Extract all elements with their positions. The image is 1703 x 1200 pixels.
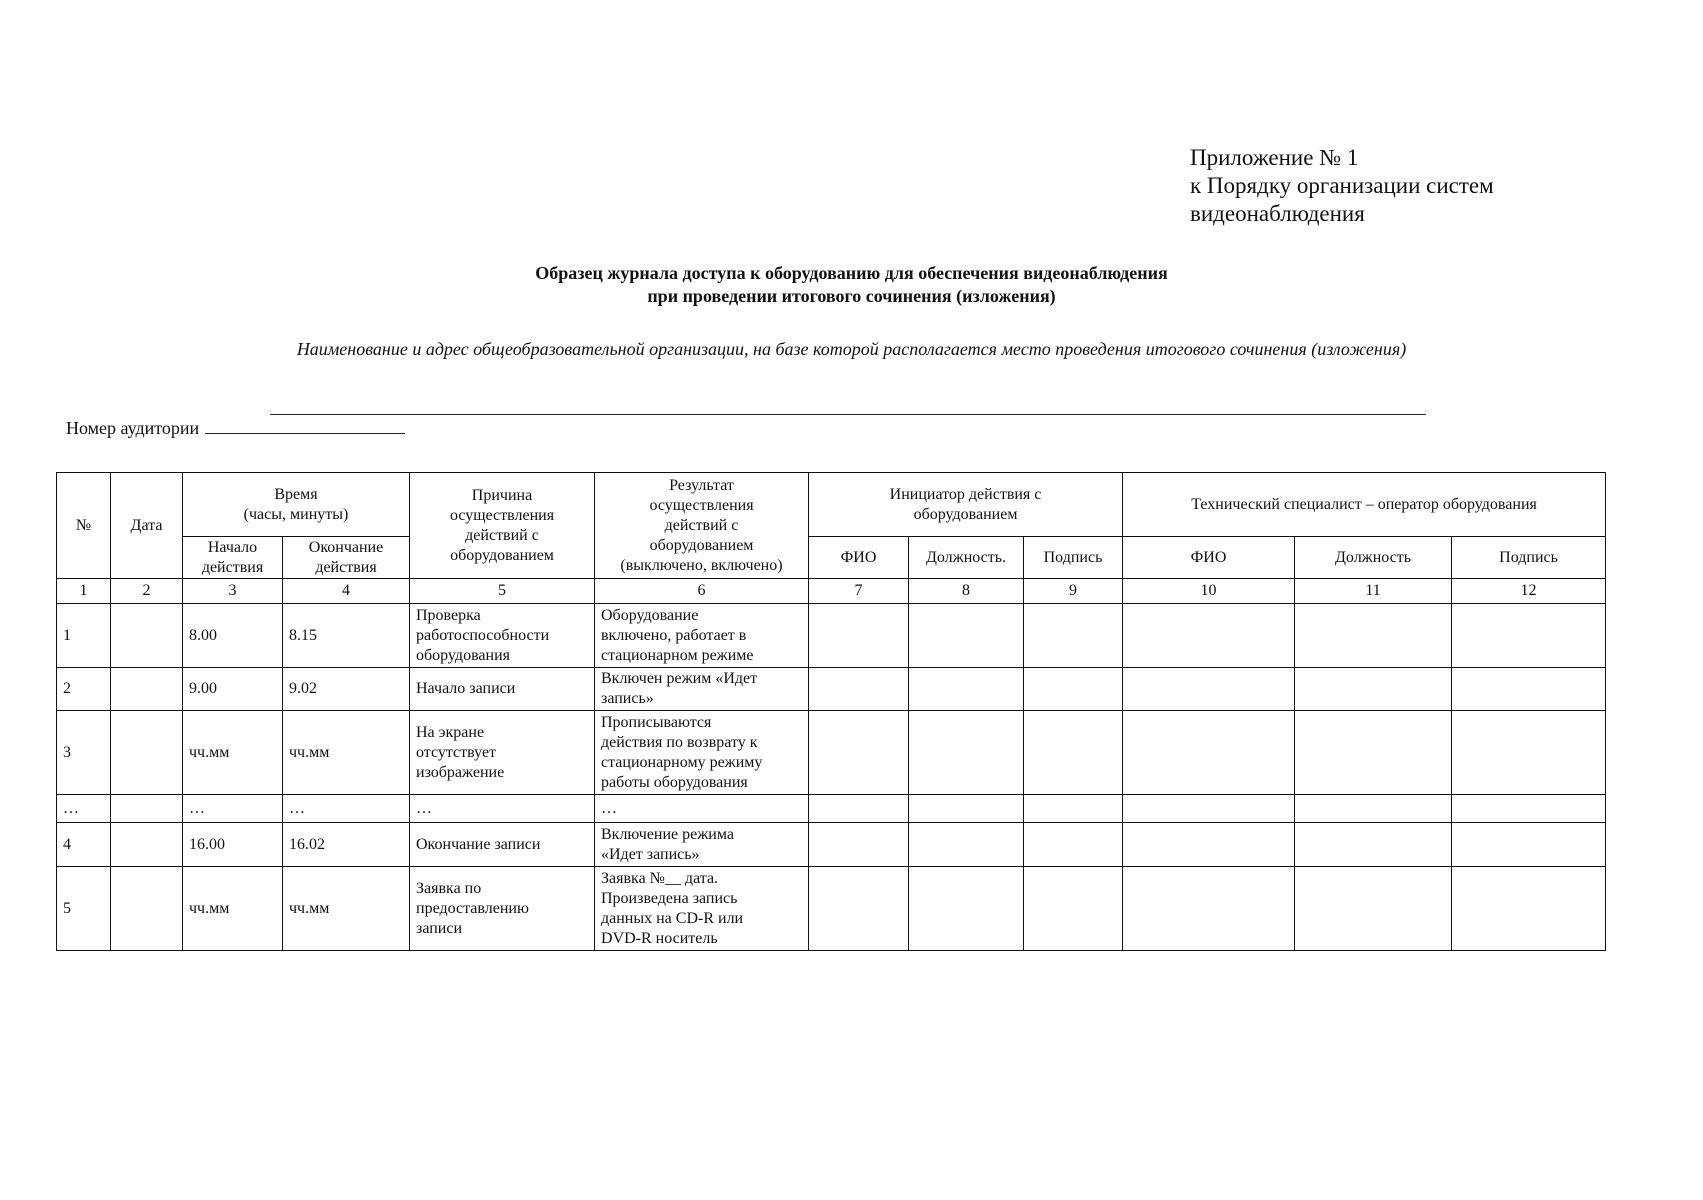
header-initiator-fio: ФИО — [809, 537, 909, 579]
tech-fio-cell — [1123, 795, 1295, 823]
tech-position-cell — [1295, 604, 1452, 668]
reason-cell: Начало записи — [410, 668, 595, 711]
row-number-cell: 4 — [57, 823, 111, 867]
row-number-cell: 1 — [57, 604, 111, 668]
initiator-position-cell — [909, 668, 1024, 711]
tech-signature-cell — [1452, 867, 1606, 951]
table-row — [57, 867, 1606, 951]
tech-signature-cell — [1452, 795, 1606, 823]
tech-signature-cell — [1452, 604, 1606, 668]
header-tech-signature: Подпись — [1452, 537, 1606, 579]
initiator-fio-cell — [809, 668, 909, 711]
room-number-label: Номер аудитории — [66, 418, 200, 438]
organization-caption: Наименование и адрес общеобразовательной организации, на базе которой располагается место проведения итогового сочинения (изложения) — [296, 339, 1407, 359]
header-row — [57, 473, 1606, 537]
row-number-cell: 3 — [57, 711, 111, 795]
date-cell — [111, 867, 183, 951]
column-number: 5 — [410, 579, 595, 604]
appendix-block — [1190, 144, 1494, 228]
column-number: 3 — [183, 579, 283, 604]
time-end-cell: … — [283, 795, 410, 823]
row-number-cell: … — [57, 795, 111, 823]
result-cell: … — [595, 795, 809, 823]
title-line: при проведении итогового сочинения (изложения) — [647, 286, 1056, 306]
reason-cell: … — [410, 795, 595, 823]
date-cell — [111, 711, 183, 795]
initiator-signature-cell — [1024, 668, 1123, 711]
appendix-line: видеонаблюдения — [1190, 201, 1365, 226]
date-cell — [111, 823, 183, 867]
initiator-fio-cell — [809, 795, 909, 823]
header-result: Результат осуществления действий с оборудованием (выключено, включено) — [595, 473, 809, 579]
initiator-position-cell — [909, 711, 1024, 795]
column-number: 4 — [283, 579, 410, 604]
row-number-cell: 5 — [57, 867, 111, 951]
tech-fio-cell — [1123, 823, 1295, 867]
time-end-cell: чч.мм — [283, 867, 410, 951]
initiator-fio-cell — [809, 867, 909, 951]
tech-position-cell — [1295, 795, 1452, 823]
header-time: Время (часы, минуты) — [183, 473, 410, 537]
column-number: 7 — [809, 579, 909, 604]
date-cell — [111, 604, 183, 668]
table-row — [57, 604, 1606, 668]
initiator-position-cell — [909, 867, 1024, 951]
time-end-cell: чч.мм — [283, 711, 410, 795]
time-start-cell: чч.мм — [183, 711, 283, 795]
result-cell: Прописываются действия по возврату к стационарному режиму работы оборудования — [595, 711, 809, 795]
column-number: 12 — [1452, 579, 1606, 604]
appendix-line: к Порядку организации систем — [1190, 173, 1494, 198]
header-reason: Причина осуществления действий с оборудованием — [410, 473, 595, 579]
document-title — [0, 262, 1703, 308]
tech-signature-cell — [1452, 711, 1606, 795]
room-number-field — [66, 417, 405, 439]
reason-cell: На экране отсутствует изображение — [410, 711, 595, 795]
table-row — [57, 668, 1606, 711]
initiator-position-cell — [909, 823, 1024, 867]
initiator-signature-cell — [1024, 823, 1123, 867]
reason-cell: Проверка работоспособности оборудования — [410, 604, 595, 668]
header-tech-position: Должность — [1295, 537, 1452, 579]
initiator-signature-cell — [1024, 711, 1123, 795]
column-number: 11 — [1295, 579, 1452, 604]
result-cell: Заявка №__ дата. Произведена запись данных на CD-R или DVD-R носитель — [595, 867, 809, 951]
time-start-cell: чч.мм — [183, 867, 283, 951]
tech-position-cell — [1295, 823, 1452, 867]
access-journal-table — [56, 472, 1606, 951]
header-tech-specialist: Технический специалист – оператор оборудования — [1123, 473, 1606, 537]
initiator-position-cell — [909, 795, 1024, 823]
initiator-signature-cell — [1024, 604, 1123, 668]
reason-cell: Окончание записи — [410, 823, 595, 867]
time-end-cell: 9.02 — [283, 668, 410, 711]
result-cell: Включение режима «Идет запись» — [595, 823, 809, 867]
initiator-signature-cell — [1024, 867, 1123, 951]
tech-signature-cell — [1452, 823, 1606, 867]
header-time-end: Окончание действия — [283, 537, 410, 579]
title-line: Образец журнала доступа к оборудованию для обеспечения видеонаблюдения — [535, 263, 1168, 283]
time-end-cell: 16.02 — [283, 823, 410, 867]
header-initiator: Инициатор действия с оборудованием — [809, 473, 1123, 537]
tech-position-cell — [1295, 711, 1452, 795]
result-cell: Включен режим «Идет запись» — [595, 668, 809, 711]
initiator-position-cell — [909, 604, 1024, 668]
column-number: 10 — [1123, 579, 1295, 604]
appendix-line: Приложение № 1 — [1190, 145, 1359, 170]
column-number: 1 — [57, 579, 111, 604]
subheader-row — [57, 537, 1606, 579]
organization-blank-line — [270, 414, 1426, 415]
time-start-cell: 9.00 — [183, 668, 283, 711]
tech-fio-cell — [1123, 604, 1295, 668]
room-number-blank — [205, 417, 405, 434]
tech-fio-cell — [1123, 711, 1295, 795]
result-cell: Оборудование включено, работает в стационарном режиме — [595, 604, 809, 668]
column-number: 8 — [909, 579, 1024, 604]
table-row — [57, 795, 1606, 823]
tech-signature-cell — [1452, 668, 1606, 711]
table-row — [57, 823, 1606, 867]
column-number-row — [57, 579, 1606, 604]
initiator-fio-cell — [809, 823, 909, 867]
table-row — [57, 711, 1606, 795]
reason-cell: Заявка по предоставлению записи — [410, 867, 595, 951]
time-end-cell: 8.15 — [283, 604, 410, 668]
tech-fio-cell — [1123, 867, 1295, 951]
time-start-cell: 16.00 — [183, 823, 283, 867]
column-number: 6 — [595, 579, 809, 604]
date-cell — [111, 668, 183, 711]
tech-position-cell — [1295, 668, 1452, 711]
initiator-fio-cell — [809, 604, 909, 668]
time-start-cell: … — [183, 795, 283, 823]
tech-position-cell — [1295, 867, 1452, 951]
initiator-fio-cell — [809, 711, 909, 795]
time-start-cell: 8.00 — [183, 604, 283, 668]
header-num: № — [57, 473, 111, 579]
header-initiator-signature: Подпись — [1024, 537, 1123, 579]
date-cell — [111, 795, 183, 823]
tech-fio-cell — [1123, 668, 1295, 711]
column-number: 9 — [1024, 579, 1123, 604]
initiator-signature-cell — [1024, 795, 1123, 823]
header-tech-fio: ФИО — [1123, 537, 1295, 579]
row-number-cell: 2 — [57, 668, 111, 711]
header-initiator-position: Должность. — [909, 537, 1024, 579]
column-number: 2 — [111, 579, 183, 604]
header-time-start: Начало действия — [183, 537, 283, 579]
header-date: Дата — [111, 473, 183, 579]
